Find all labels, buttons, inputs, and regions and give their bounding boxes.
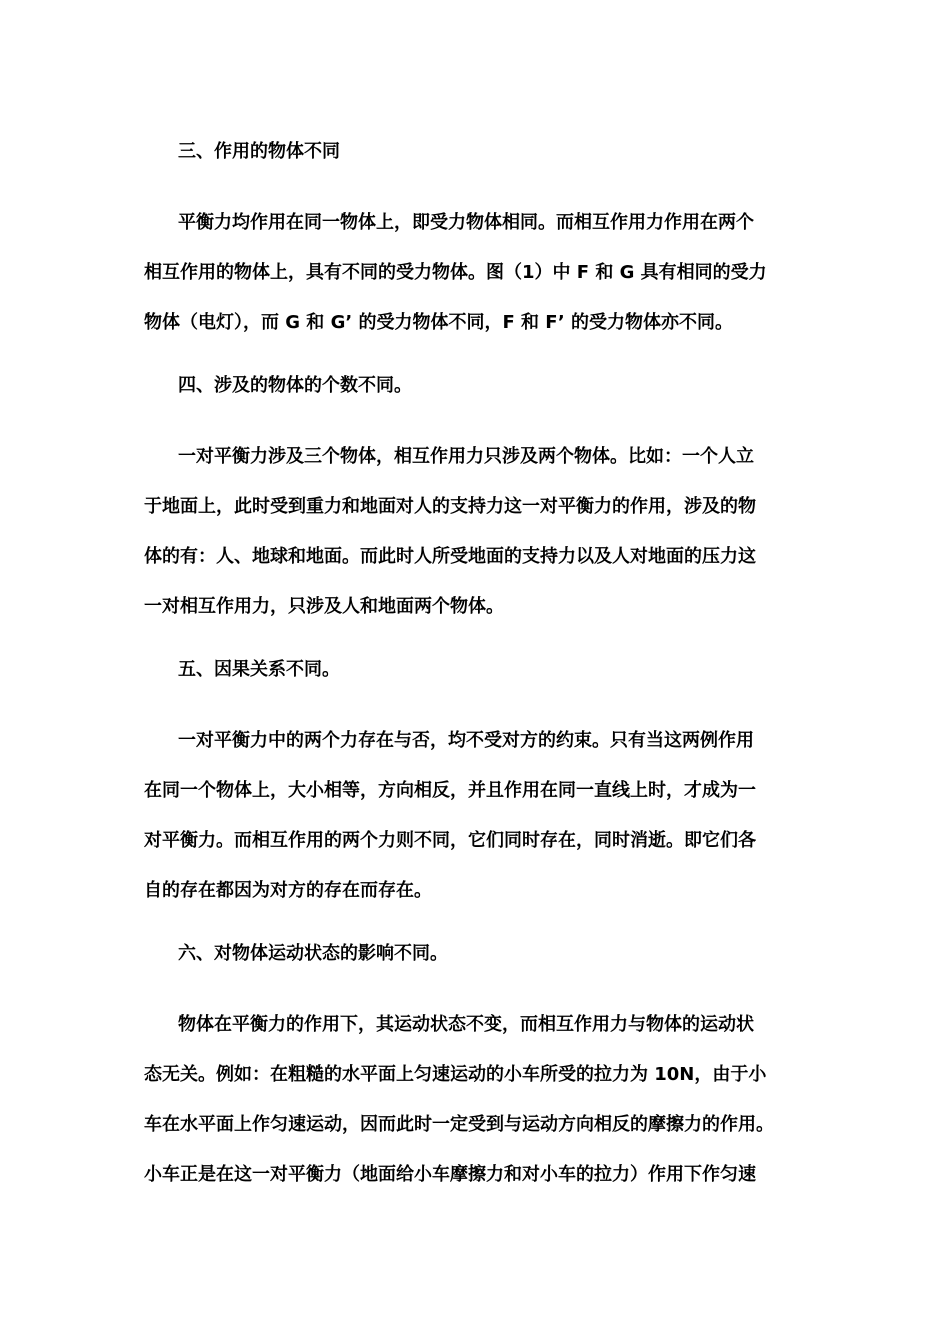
document-body <box>144 132 800 1200</box>
paragraph-line: 车在水平面上作匀速运动，因而此时一定受到与运动方向相反的摩擦力的作用。 <box>144 1114 774 1135</box>
paragraph-line: 小车正是在这一对平衡力（地面给小车摩擦力和对小车的拉力）作用下作匀速 <box>144 1164 756 1185</box>
paragraph-line: 一对平衡力中的两个力存在与否，均不受对方的约束。只有当这两例作用 <box>178 730 754 751</box>
paragraph-line: 态无关。例如：在粗糙的水平面上匀速运动的小车所受的拉力为 10N，由于小 <box>144 1064 767 1085</box>
section-heading-3: 三、作用的物体不同 <box>178 141 340 162</box>
paragraph-line: 于地面上，此时受到重力和地面对人的支持力这一对平衡力的作用，涉及的物 <box>144 496 756 517</box>
paragraph-line: 相互作用的物体上，具有不同的受力物体。图（1）中 F 和 G 具有相同的受力 <box>144 262 767 283</box>
paragraph-line: 物体（电灯），而 G 和 G’ 的受力物体不同，F 和 F’ 的受力物体亦不同。 <box>144 312 734 333</box>
paragraph-line: 物体在平衡力的作用下，其运动状态不变，而相互作用力与物体的运动状 <box>178 1014 754 1035</box>
section-heading-5: 五、因果关系不同。 <box>178 659 340 680</box>
paragraph-line: 在同一个物体上，大小相等，方向相反，并且作用在同一直线上时，才成为一 <box>144 780 756 801</box>
section-heading-4: 四、涉及的物体的个数不同。 <box>178 375 412 396</box>
paragraph-line: 自的存在都因为对方的存在而存在。 <box>144 880 432 901</box>
paragraph-line: 一对相互作用力，只涉及人和地面两个物体。 <box>144 596 504 617</box>
section-paragraph-5 <box>144 716 800 916</box>
section-paragraph-3 <box>144 198 800 348</box>
paragraph-line: 体的有：人、地球和地面。而此时人所受地面的支持力以及人对地面的压力这 <box>144 546 756 567</box>
paragraph-line: 对平衡力。而相互作用的两个力则不同，它们同时存在，同时消逝。即它们各 <box>144 830 756 851</box>
paragraph-line: 平衡力均作用在同一物体上，即受力物体相同。而相互作用力作用在两个 <box>178 212 754 233</box>
section-paragraph-6 <box>144 1000 800 1200</box>
paragraph-line: 一对平衡力涉及三个物体，相互作用力只涉及两个物体。比如：一个人立 <box>178 446 754 467</box>
section-paragraph-4 <box>144 432 800 632</box>
section-heading-6: 六、对物体运动状态的影响不同。 <box>178 943 448 964</box>
